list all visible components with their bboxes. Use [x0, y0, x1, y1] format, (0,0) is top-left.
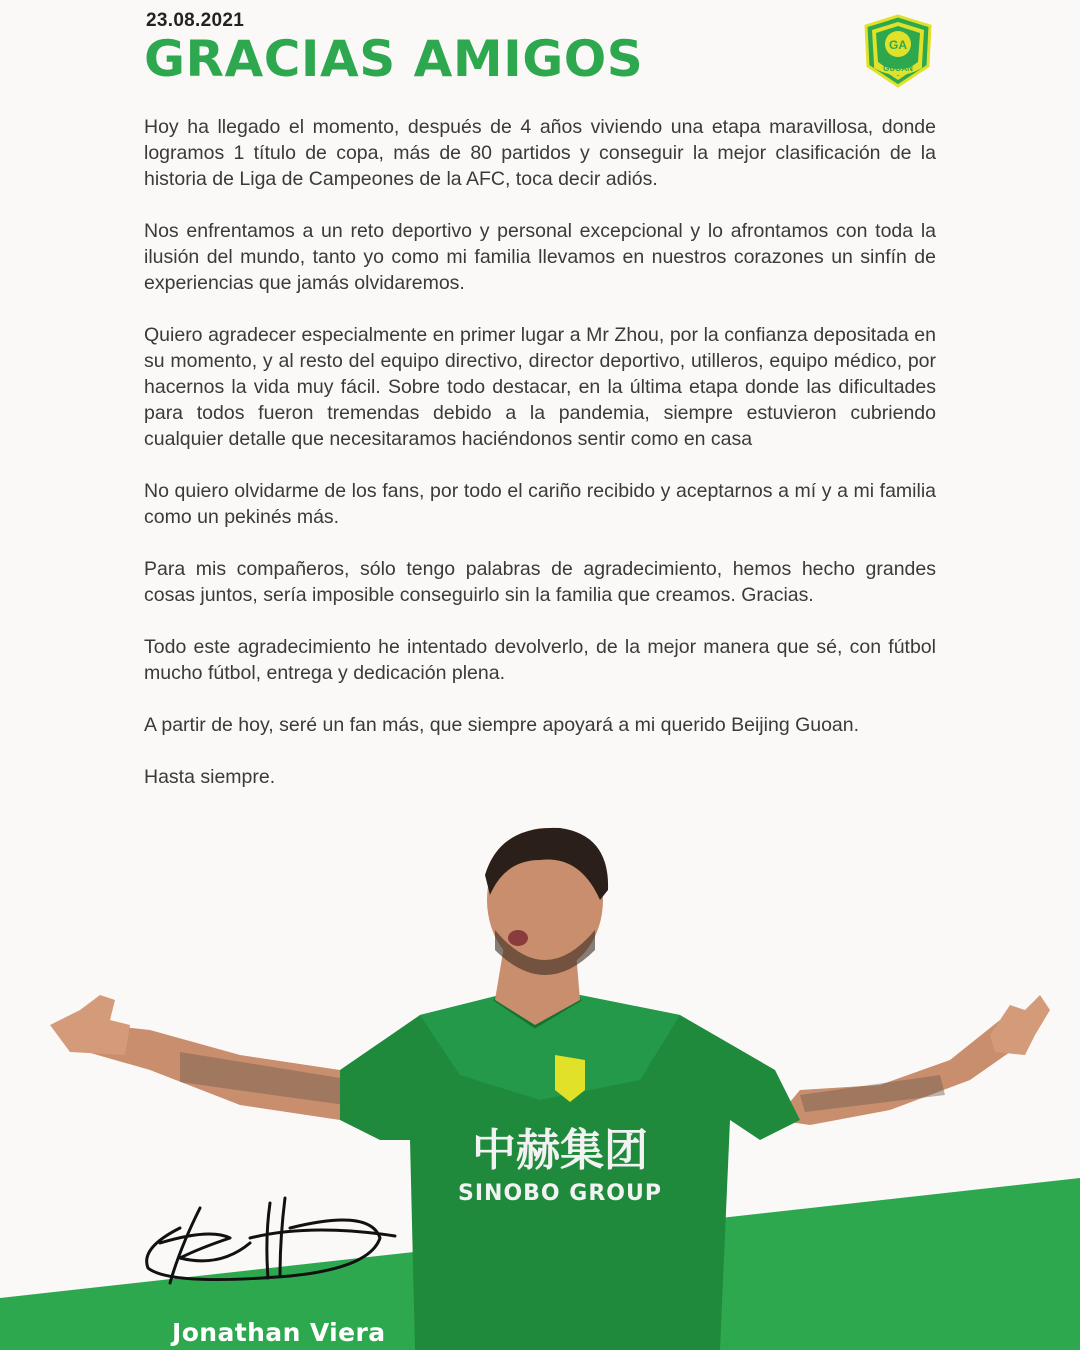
svg-text:GA: GA	[889, 38, 907, 52]
letter-title: GRACIAS AMIGOS	[144, 30, 644, 88]
letter-paragraph: A partir de hoy, seré un fan más, que siempre apoyará a mi querido Beijing Guoan.	[144, 714, 860, 736]
signer-name: Jonathan Viera	[172, 1318, 386, 1347]
letter-paragraph: Hasta siempre.	[144, 766, 276, 788]
jersey-sponsor-en: SINOBO GROUP	[458, 1181, 662, 1206]
letter-paragraph: Nos enfrentamos a un reto deportivo y personal excepcional y lo afrontamos con toda la ilusión del mundo, tanto yo como mi familia llevamos en nuestros corazones un sinfín de experiencias que jamás olvidaremos.	[144, 220, 936, 294]
letter-paragraph: Hoy ha llegado el momento, después de 4 años viviendo una etapa maravillosa, donde logramos 1 título de copa, más de 80 partidos y conseguir la mejor clasificación de la historia de Liga de Campeones de la AFC, toca decir adiós.	[144, 116, 936, 190]
letter-paragraph: Para mis compañeros, sólo tengo palabras de agradecimiento, hemos hecho grandes cosas juntos, sería imposible conseguirlo sin la familia que creamos. Gracias.	[144, 558, 936, 606]
letter-paragraph: Todo este agradecimiento he intentado devolverlo, de la mejor manera que sé, con fútbol mucho fútbol, entrega y dedicación plena.	[144, 636, 936, 684]
letter-paragraph: No quiero olvidarme de los fans, por todo el cariño recibido y aceptarnos a mí y a mi familia como un pekinés más.	[144, 480, 936, 528]
letter-paragraph: Quiero agradecer especialmente en primer lugar a Mr Zhou, por la confianza depositada en su momento, y al resto del equipo directivo, director deportivo, utilleros, equipo médico, por hacernos la vida muy fácil. Sobre todo destacar, en la última etapa donde las dificultades para todos fueron tremendas debido a la pandemia, siempre estuvieron cubriendo cualquier detalle que necesitaramos haciéndonos sentir como en casa	[144, 324, 936, 450]
handwritten-signature	[140, 1188, 405, 1292]
jersey-sponsor-cn: 中赫集团	[472, 1125, 648, 1176]
crest-badge-text: GUOAN	[883, 64, 913, 73]
letter-date: 23.08.2021	[146, 10, 245, 31]
